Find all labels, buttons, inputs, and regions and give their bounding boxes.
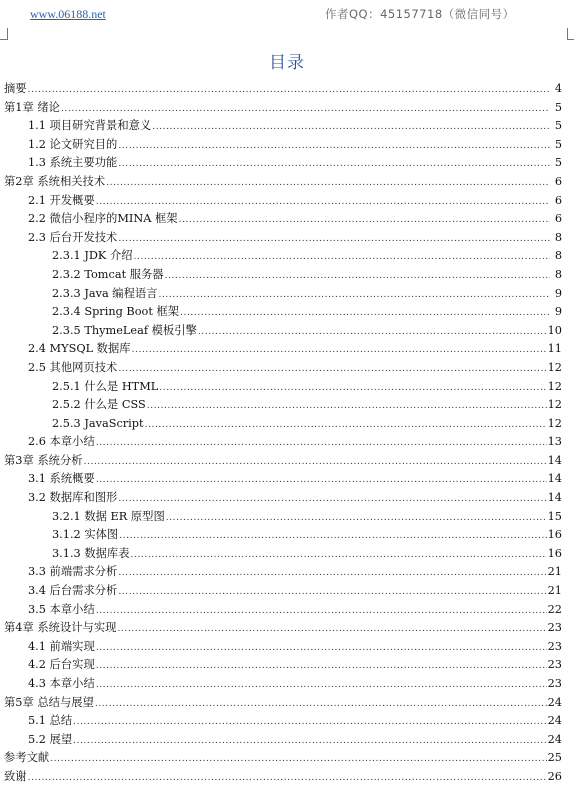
toc-entry-page: 16 [547, 528, 562, 542]
toc-entry-page: 5 [554, 119, 562, 133]
toc-entry[interactable] [4, 229, 562, 248]
toc-entry[interactable] [4, 322, 562, 341]
toc-dot-leader [166, 509, 547, 528]
toc-entry-page: 24 [547, 732, 562, 746]
toc-dot-leader [118, 490, 546, 509]
toc-entry[interactable] [4, 173, 562, 192]
toc-entry[interactable] [4, 396, 562, 415]
toc-entry-title: 2.3.1 JDK 介绍 [52, 249, 133, 263]
toc-title: 目录 [269, 53, 305, 73]
toc-entry-page: 22 [547, 602, 562, 616]
toc-entry-page: 23 [547, 658, 562, 672]
toc-entry[interactable] [4, 210, 562, 229]
toc-entry-title: 第2章 系统相关技术 [4, 174, 106, 188]
toc-entry[interactable] [4, 285, 562, 304]
toc-entry-title: 4.1 前端实现 [28, 639, 95, 653]
toc-dot-leader [147, 397, 547, 416]
toc-entry[interactable] [4, 563, 562, 582]
toc-entry-page: 24 [547, 695, 562, 709]
toc-dot-leader [131, 546, 547, 565]
toc-entry-page: 12 [547, 398, 562, 412]
toc-entry-title: 2.3 后台开发技术 [28, 230, 118, 244]
toc-entry-page: 6 [554, 193, 562, 207]
toc-entry-title: 2.6 本章小结 [28, 435, 95, 449]
toc-entry-title: 2.3.3 Java 编程语言 [52, 286, 158, 300]
toc-entry-page: 4 [554, 82, 562, 95]
toc-entry[interactable] [4, 136, 562, 155]
toc-dot-leader [180, 304, 550, 323]
toc-entry-page: 24 [547, 714, 562, 728]
toc-entry-page: 21 [547, 565, 562, 579]
toc-dot-leader [159, 379, 546, 398]
toc-dot-leader [73, 713, 546, 732]
toc-entry-title: 2.3.2 Tomcat 服务器 [52, 267, 164, 281]
toc-entry-page: 23 [547, 621, 562, 635]
toc-dot-leader [145, 416, 547, 435]
toc-dot-leader [28, 769, 547, 788]
toc-dot-leader [117, 620, 546, 639]
toc-entry[interactable] [4, 433, 562, 452]
toc-entry-title: 4.2 后台实现 [28, 658, 95, 672]
toc-entry[interactable] [4, 266, 562, 285]
toc-dot-leader [95, 695, 547, 714]
toc-entry[interactable] [4, 378, 562, 397]
toc-entry[interactable] [4, 359, 562, 378]
toc-dot-leader [106, 174, 550, 193]
toc-entry-title: 3.2.1 数据 ER 原型图 [52, 509, 165, 523]
toc-entry[interactable] [4, 80, 562, 99]
toc-entry-page: 14 [547, 472, 562, 486]
toc-dot-leader [134, 248, 550, 267]
toc-entry[interactable] [4, 117, 562, 136]
toc-dot-leader [118, 137, 550, 156]
toc-dot-leader [159, 286, 551, 305]
toc-entry[interactable] [4, 340, 562, 359]
toc-entry-title: 1.1 项目研究背景和意义 [28, 119, 152, 133]
toc-dot-leader [96, 602, 547, 621]
toc-dot-leader [132, 341, 547, 360]
toc-entry[interactable] [4, 489, 562, 508]
toc-entry-title: 4.3 本章小结 [28, 677, 95, 690]
toc-entry-page: 9 [554, 286, 562, 300]
toc-dot-leader [73, 732, 546, 751]
toc-entry-title: 2.5.1 什么是 HTML [52, 379, 159, 393]
toc-dot-leader [96, 657, 547, 676]
toc-entry-page: 6 [554, 212, 562, 226]
toc-entry[interactable] [4, 452, 562, 471]
toc-entry-title: 3.3 前端需求分析 [28, 565, 118, 579]
toc-entry-title: 2.5.2 什么是 CSS [52, 398, 146, 412]
toc-entry-page: 12 [547, 416, 562, 430]
toc-dot-leader [165, 267, 550, 286]
toc-entry-page: 9 [554, 305, 562, 319]
toc-entry-title: 3.1.2 实体图 [52, 528, 119, 542]
toc-entry[interactable] [4, 731, 562, 750]
toc-entry[interactable] [4, 675, 562, 694]
author-contact: 作者QQ：45157718（微信同号） [325, 7, 515, 21]
toc-entry-title: 摘要 [4, 82, 27, 95]
toc-entry-page: 8 [554, 249, 562, 263]
toc-entry-page: 14 [547, 491, 562, 505]
toc-entry[interactable] [4, 415, 562, 434]
toc-dot-leader [118, 360, 546, 379]
toc-entry-title: 第3章 系统分析 [4, 453, 83, 467]
toc-entry[interactable] [4, 601, 562, 620]
toc-entry-page: 12 [547, 360, 562, 374]
toc-entry-page: 15 [547, 509, 562, 523]
toc-entry[interactable] [4, 638, 562, 657]
toc-entry-page: 6 [554, 174, 562, 188]
toc-entry-title: 第5章 总结与展望 [4, 695, 94, 709]
toc-entry-title: 2.5.3 JavaScript [52, 416, 144, 430]
toc-entry[interactable] [4, 749, 562, 768]
toc-entry[interactable] [4, 303, 562, 322]
toc-entry-page: 26 [547, 769, 562, 783]
toc-entry[interactable] [4, 154, 562, 173]
toc-entry-title: 2.5 其他网页技术 [28, 360, 118, 374]
toc-entry-page: 8 [554, 267, 562, 281]
toc-entry-title: 3.1.3 数据库表 [52, 546, 130, 560]
toc-entry-title: 3.2 数据库和图形 [28, 491, 118, 505]
toc-entry[interactable] [4, 582, 562, 601]
toc-dot-leader [118, 155, 550, 174]
toc-dot-leader [152, 118, 550, 137]
toc-entry-page: 5 [554, 137, 562, 151]
toc-dot-leader [118, 583, 546, 602]
toc-entry-page: 25 [547, 751, 562, 765]
page-corner-mark-right [557, 28, 568, 40]
toc-dot-leader [179, 211, 550, 230]
toc-entry-page: 16 [547, 546, 562, 560]
toc-entry[interactable] [4, 656, 562, 675]
toc-entry-page: 23 [547, 639, 562, 653]
toc-entry-title: 参考文献 [4, 751, 50, 765]
toc-dot-leader [96, 193, 550, 212]
toc-entry-page: 10 [547, 323, 562, 337]
toc-entry-title: 2.1 开发概要 [28, 193, 95, 207]
toc-entry[interactable] [4, 526, 562, 545]
toc-dot-leader [84, 453, 547, 472]
toc-entry-page: 14 [547, 453, 562, 467]
toc-dot-leader [96, 639, 547, 658]
toc-entry-title: 3.5 本章小结 [28, 602, 95, 616]
toc-dot-leader [118, 230, 550, 249]
toc-entry-page: 5 [554, 156, 562, 170]
toc-entry[interactable] [4, 694, 562, 713]
toc-entry-title: 3.1 系统概要 [28, 472, 95, 486]
toc-entry-page: 11 [547, 342, 562, 356]
toc-dot-leader [96, 471, 547, 490]
page-corner-mark-left [7, 28, 18, 40]
toc-entry-title: 1.3 系统主要功能 [28, 156, 118, 170]
table-of-contents [4, 80, 562, 787]
toc-entry[interactable] [4, 470, 562, 489]
toc-dot-leader [61, 100, 550, 119]
toc-entry-page: 5 [554, 100, 562, 114]
toc-dot-leader [198, 323, 547, 342]
toc-entry-page: 13 [547, 435, 562, 449]
toc-entry[interactable] [4, 247, 562, 266]
toc-entry-page: 12 [547, 379, 562, 393]
toc-entry[interactable] [4, 545, 562, 564]
toc-entry-page: 8 [554, 230, 562, 244]
toc-dot-leader [96, 676, 547, 695]
toc-entry-title: 3.4 后台需求分析 [28, 584, 118, 598]
toc-entry-title: 第1章 绪论 [4, 100, 60, 114]
toc-dot-leader [119, 527, 546, 546]
toc-entry-title: 第4章 系统设计与实现 [4, 621, 117, 635]
toc-entry[interactable] [4, 619, 562, 638]
toc-entry[interactable] [4, 508, 562, 527]
toc-entry[interactable] [4, 192, 562, 211]
toc-dot-leader [50, 750, 546, 769]
toc-entry-title: 5.1 总结 [28, 714, 73, 728]
toc-entry-title: 5.2 展望 [28, 732, 73, 746]
toc-entry-title: 2.3.5 ThymeLeaf 模板引擎 [52, 323, 197, 337]
toc-entry[interactable] [4, 768, 562, 787]
toc-dot-leader [118, 564, 546, 583]
toc-dot-leader [96, 434, 547, 453]
toc-entry-title: 2.4 MYSQL 数据库 [28, 342, 131, 356]
toc-entry-title: 致谢 [4, 769, 27, 783]
toc-dot-leader [28, 81, 550, 100]
toc-entry-page: 21 [547, 584, 562, 598]
toc-entry-page: 23 [547, 677, 562, 690]
toc-entry[interactable] [4, 99, 562, 118]
toc-entry-title: 2.2 微信小程序的MINA 框架 [28, 212, 178, 226]
toc-entry[interactable] [4, 712, 562, 731]
toc-entry-title: 2.3.4 Spring Boot 框架 [52, 305, 180, 319]
site-link[interactable]: www.06188.net [30, 7, 106, 21]
toc-entry-title: 1.2 论文研究目的 [28, 137, 118, 151]
